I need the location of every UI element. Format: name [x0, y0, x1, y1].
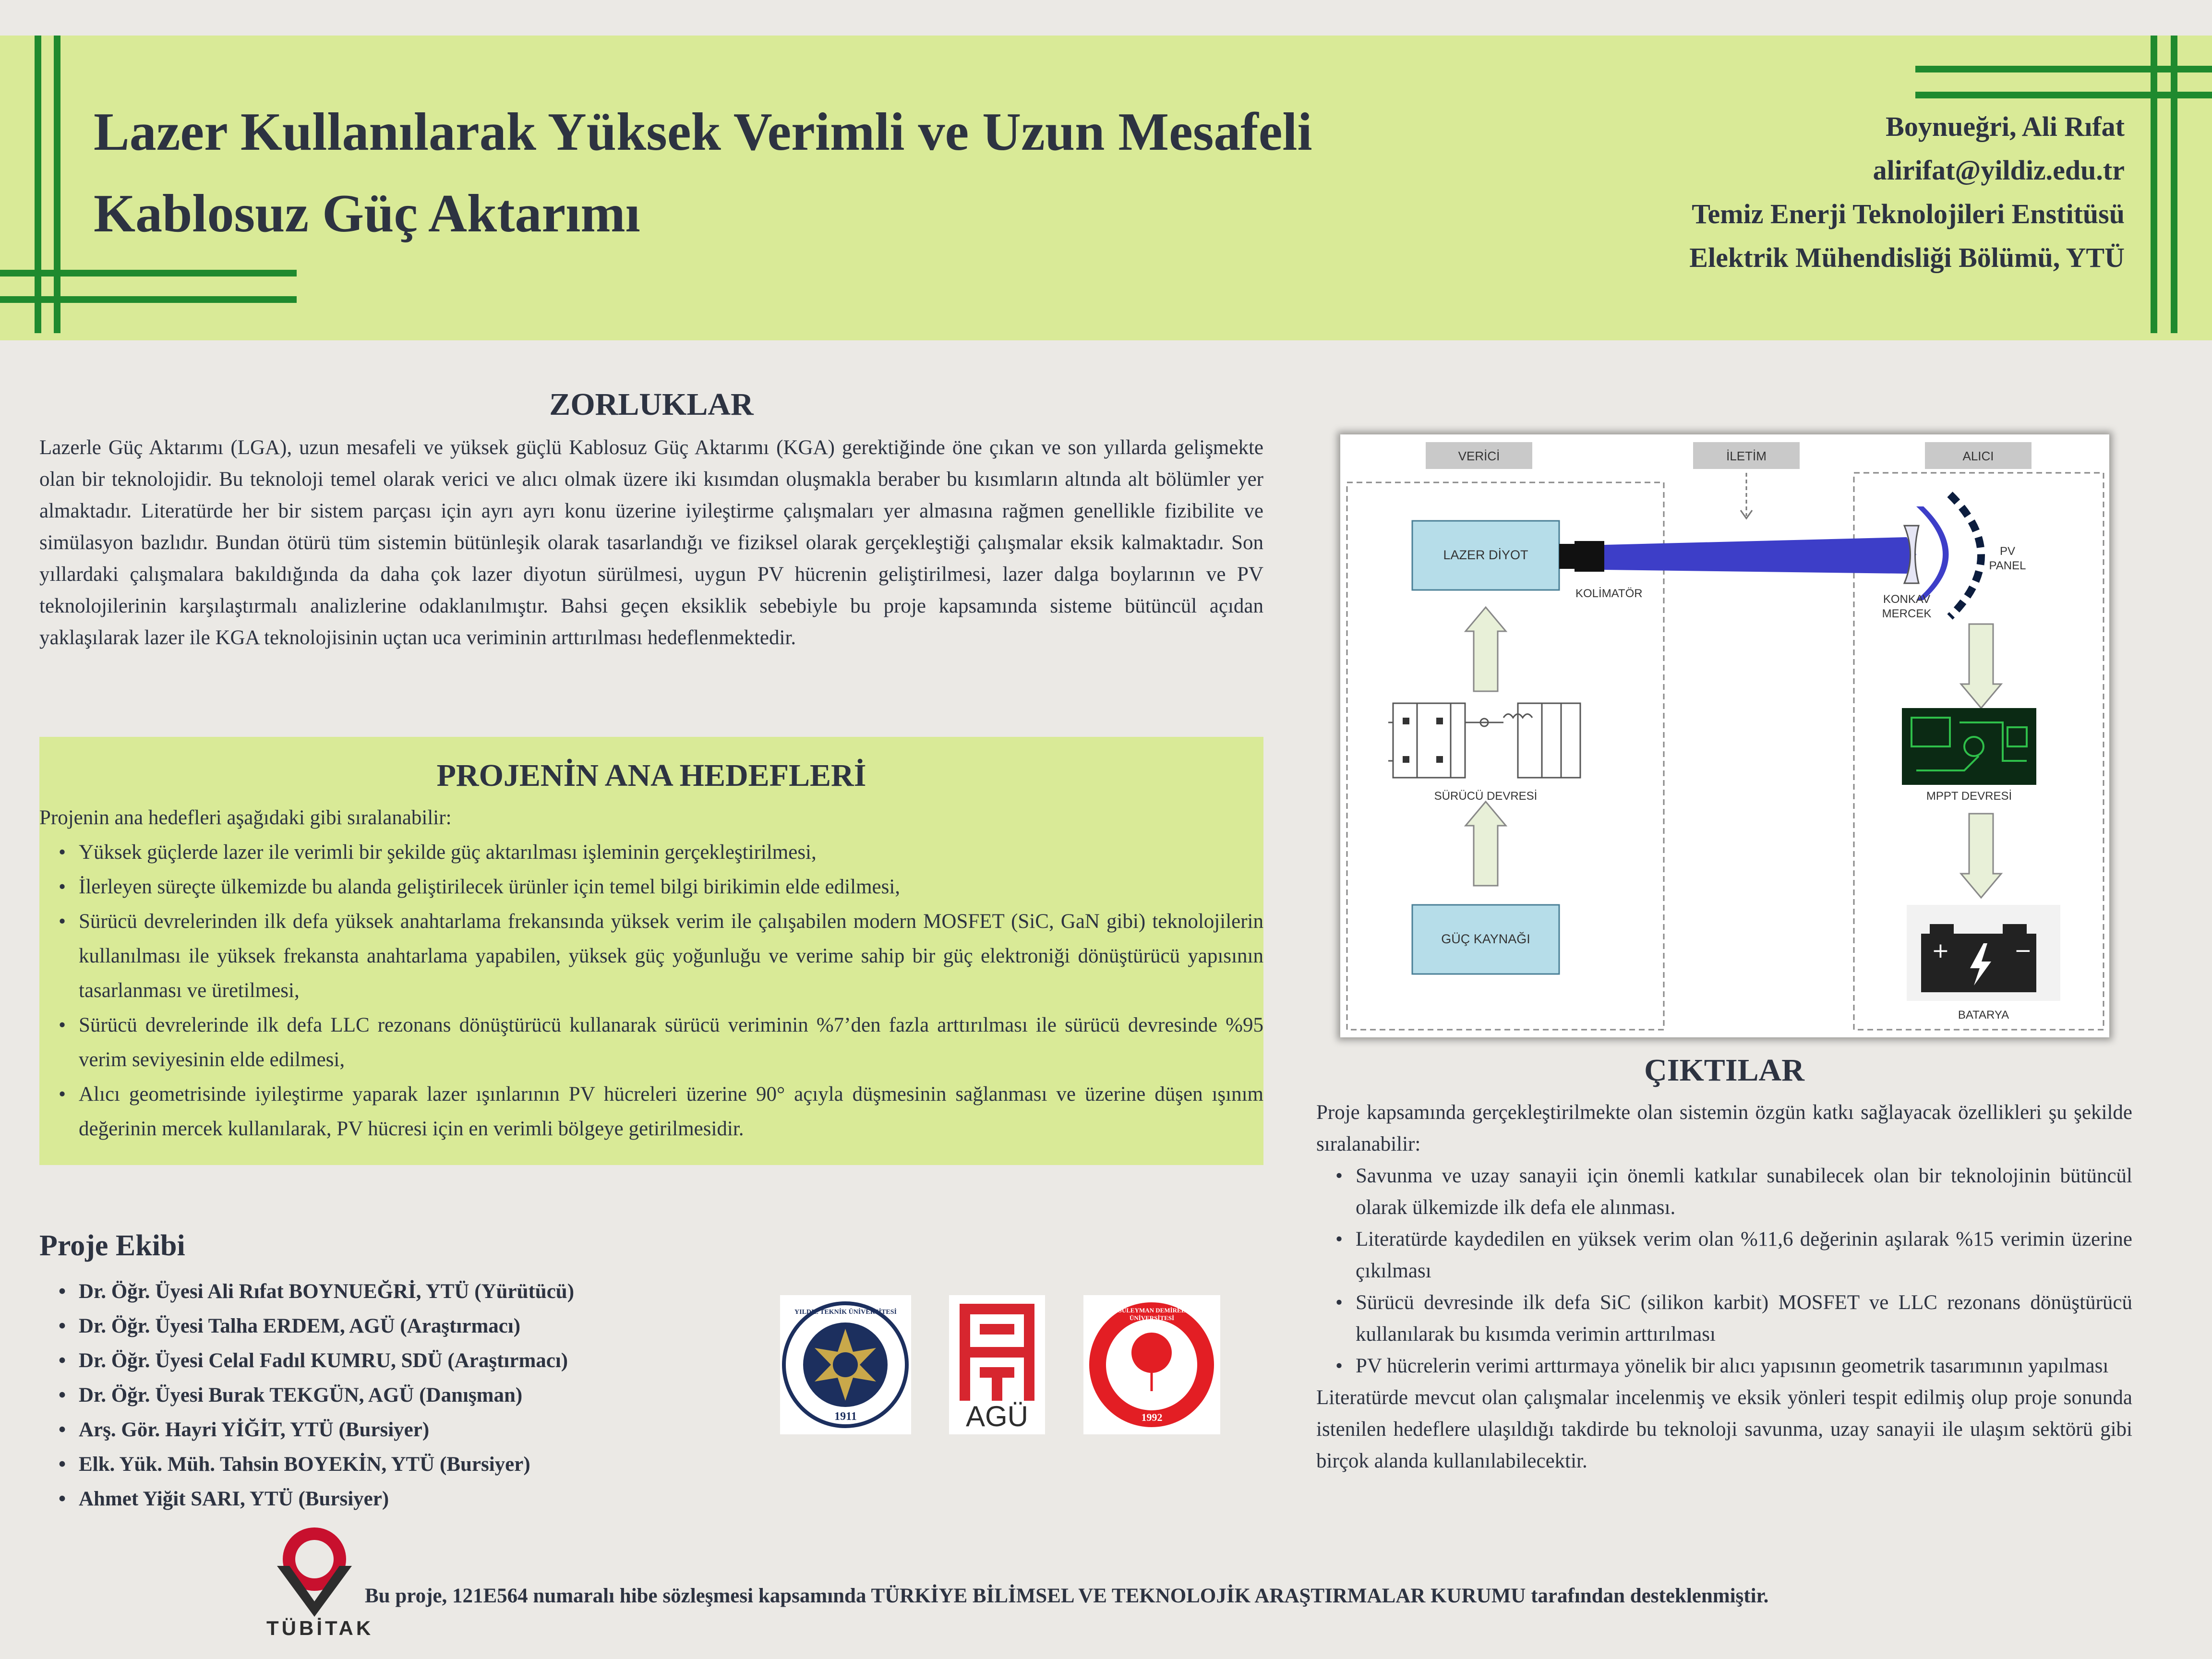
ciktilar-list — [1316, 1160, 2132, 1382]
zorluklar-text: Lazerle Güç Aktarımı (LGA), uzun mesafeli ve yüksek güçlü Kablosuz Güç Aktarımı (KGA) gerektiğinde öne çıkan ve son yıllarda gelişmekte olan bir teknolojidir. Bu teknoloji temel olarak verici ve alıcı olmak üzere iki kısımdan oluşmakla beraber bu kısımların altında alt bölümler yer almaktadır. Literatürde her bir sistem parçası için ayrı ayrı konu üzerine iyileştirme çalışmaları yer almasına rağmen genellikle fizibilite ve simülasyon bazlıdır. Bundan ötürü tüm sistemin bütünleşik olarak tasarlandığı ve fiziksel olarak gerçekleştiği çalışmalar eksik kalmaktadır. Son yıllardaki çalışmalara bakıldığında da daha çok lazer diyotun sürülmesi, uygun PV hücrenin geliştirilmesi, lazer dalga boylarının ve PV teknolojilerinin karşılaştırmalı analizlerine odaklanılmıştır. Bahsi geçen eksiklik sebebiyle bu proje kapsamında sisteme bütüncül açıdan yaklaşılarak lazer ile KGA teknolojisinin uçtan uca veriminin arttırılması hedeflenmektedir. — [39, 436, 1263, 649]
author-department: Elektrik Mühendisliği Bölümü, YTÜ — [1689, 242, 2125, 273]
diagram-label-mppt: MPPT DEVRESİ — [1926, 790, 2012, 803]
author-email: alirifat@yildiz.edu.tr — [1873, 155, 2125, 186]
ytu-year: 1911 — [834, 1410, 857, 1423]
diagram-label-pv-2: PANEL — [1989, 559, 2026, 572]
deco-line — [2171, 36, 2177, 333]
team-members — [39, 1274, 807, 1516]
goals-intro: Projenin ana hedefleri aşağıdaki gibi sıralanabilir: — [39, 806, 452, 829]
author-block — [1689, 105, 2125, 279]
deco-line — [0, 296, 297, 303]
goals-list — [39, 835, 1263, 1146]
goal-item: • Alıcı geometrisinde iyileştirme yaparak lazer ışınlarının PV hücreleri üzerine 90° açıyla düşmesinin sağlanması ve üzerine düşen ışınım değerinin mercek kullanılarak, PV hücresi için en verimli bölgeye getirilmesidir. — [79, 1077, 1263, 1146]
diagram-label-batarya: BATARYA — [1958, 1009, 2009, 1022]
sdu-name: SÜLEYMAN DEMİREL ÜNİVERSİTESİ — [1118, 1307, 1186, 1322]
section-title-ciktilar: ÇIKTILAR — [1644, 1053, 1804, 1088]
deco-line — [54, 36, 60, 333]
agu-name: AGÜ — [965, 1400, 1029, 1432]
goal-item: • Sürücü devrelerinde ilk defa LLC rezonans dönüştürücü kullanarak sürücü veriminin %7’den fazla arttırılması ile sürücü devresinde %95 verim seviyesinin elde edilmesi, — [79, 1008, 1263, 1077]
agu-logo — [949, 1295, 1045, 1434]
goal-item: • Sürücü devrelerinden ilk defa yüksek anahtarlama frekansında yüksek verim ile çalışabilen modern MOSFET (SiC, GaN gibi) teknolojilerin kullanılması ile yüksek frekansta anahtarlama yapabilen, yüksek güç yoğunluğu ve verime sahip bir güç elektroniği dönüştürücü yapısının tasarlanması ve üretilmesi, — [79, 904, 1263, 1008]
tubitak-name: TÜBİTAK — [266, 1617, 374, 1639]
ciktilar-content — [1316, 1097, 2132, 1477]
team-member: • Dr. Öğr. Üyesi Burak TEKGÜN, AGÜ (Danışman) — [79, 1378, 807, 1413]
goals-content — [39, 801, 1263, 1146]
page-title — [94, 91, 1486, 254]
sdu-logo — [1083, 1295, 1220, 1434]
ciktilar-item: • Savunma ve uzay sanayii için önemli katkılar sunabilecek olan bir teknolojinin bütüncül olarak ülkemizde ilk defa ele alınması. — [1356, 1160, 2132, 1224]
tubitak-logo-svg — [266, 1522, 362, 1618]
deco-line — [1915, 66, 2212, 72]
diagram-label-verici: VERİCİ — [1458, 449, 1500, 463]
title-line-1: Lazer Kullanılarak Yüksek Verimli ve Uzun Mesafeli — [94, 102, 1312, 162]
author-name: Boynueğri, Ali Rıfat — [1886, 111, 2125, 142]
ytu-logo — [780, 1295, 911, 1434]
diagram-label-konkav-1: KONKAV — [1883, 593, 1931, 606]
team-member: • Dr. Öğr. Üyesi Ali Rıfat BOYNUEĞRİ, YTÜ (Yürütücü) — [79, 1274, 807, 1309]
ciktilar-item: • Sürücü devresinde ilk defa SiC (silikon karbit) MOSFET ve LLC rezonans dönüştürücü kullanılarak bu kısımda verimin arttırılması — [1356, 1287, 2132, 1350]
author-institute: Temiz Enerji Teknolojileri Enstitüsü — [1692, 198, 2125, 229]
diagram-label-surucu: SÜRÜCÜ DEVRESİ — [1434, 790, 1538, 803]
diagram-label-konkav-2: MERCEK — [1882, 607, 1932, 620]
section-title-hedefler: PROJENİN ANA HEDEFLERİ — [436, 758, 866, 793]
svg-text:−: − — [2014, 938, 2032, 963]
funding-note: Bu proje, 121E564 numaralı hibe sözleşmesi kapsamında TÜRKİYE BİLİMSEL VE TEKNOLOJİK ARAŞTIRMALAR KURUMU tarafından desteklenmiştir. — [365, 1585, 1769, 1607]
diagram-label-pv-1: PV — [1999, 545, 2015, 558]
ciktilar-item: • PV hücrelerin verimi arttırmaya yönelik bir alıcı yapısının geometrik tasarımının yapılması — [1356, 1350, 2132, 1382]
diagram-label-guc-kaynagi: GÜÇ KAYNAĞI — [1441, 932, 1530, 946]
diagram-label-iletim: İLETİM — [1726, 449, 1767, 463]
goal-item: • İlerleyen süreçte ülkemizde bu alanda geliştirilecek ürünler için temel bilgi birikimin elde edilmesi, — [79, 870, 1263, 904]
sdu-year: 1992 — [1141, 1411, 1163, 1423]
deco-line — [1915, 92, 2212, 98]
team-member: • Dr. Öğr. Üyesi Celal Fadıl KUMRU, SDÜ (Araştırmacı) — [79, 1344, 807, 1378]
title-line-2: Kablosuz Güç Aktarımı — [94, 184, 640, 243]
ciktilar-item: • Literatürde kaydedilen en yüksek verim olan %11,6 değerinin aşılarak %15 verimin üzerine çıkılması — [1356, 1224, 2132, 1287]
team-member: • Ahmet Yiğit SARI, YTÜ (Bursiyer) — [79, 1482, 807, 1516]
deco-line — [0, 270, 297, 276]
team-member: • Dr. Öğr. Üyesi Talha ERDEM, AGÜ (Araştırmacı) — [79, 1309, 807, 1344]
system-diagram — [1340, 434, 2109, 1037]
svg-text:+: + — [1932, 938, 1949, 963]
goal-item: • Yüksek güçlerde lazer ile verimli bir şekilde güç aktarılması işleminin gerçekleştirilmesi, — [79, 835, 1263, 870]
team-list — [39, 1274, 807, 1516]
ciktilar-outro: Literatürde mevcut olan çalışmalar incelenmiş ve eksik yönleri tespit edilmiş olup proje sonunda istenilen hedeflere ulaşıldığı takdirde bu teknoloji savunma, uzay sanayii ile ulaşım sektörü gibi birçok alanda kullanılabilecektir. — [1316, 1386, 2132, 1472]
ciktilar-intro: Proje kapsamında gerçekleştirilmekte olan sistemin özgün katkı sağlayacak özellikleri şu şekilde sıralanabilir: — [1316, 1101, 2132, 1155]
deco-line — [35, 36, 41, 333]
team-title: Proje Ekibi — [39, 1229, 185, 1262]
section-title-zorluklar: ZORLUKLAR — [549, 387, 754, 422]
tubitak-logo — [266, 1522, 374, 1647]
deco-line — [2151, 36, 2157, 333]
diagram-svg — [1340, 434, 2109, 1037]
ytu-name: YILDIZ TEKNİK ÜNİVERSİTESİ — [794, 1309, 897, 1316]
team-member: • Elk. Yük. Müh. Tahsin BOYEKİN, YTÜ (Bursiyer) — [79, 1447, 807, 1482]
diagram-label-alici: ALICI — [1962, 449, 1994, 463]
team-member: • Arş. Gör. Hayri YİĞİT, YTÜ (Bursiyer) — [79, 1413, 807, 1447]
diagram-label-lazer-diyot: LAZER DİYOT — [1443, 548, 1528, 562]
diagram-label-kolimator: KOLİMATÖR — [1575, 587, 1643, 600]
